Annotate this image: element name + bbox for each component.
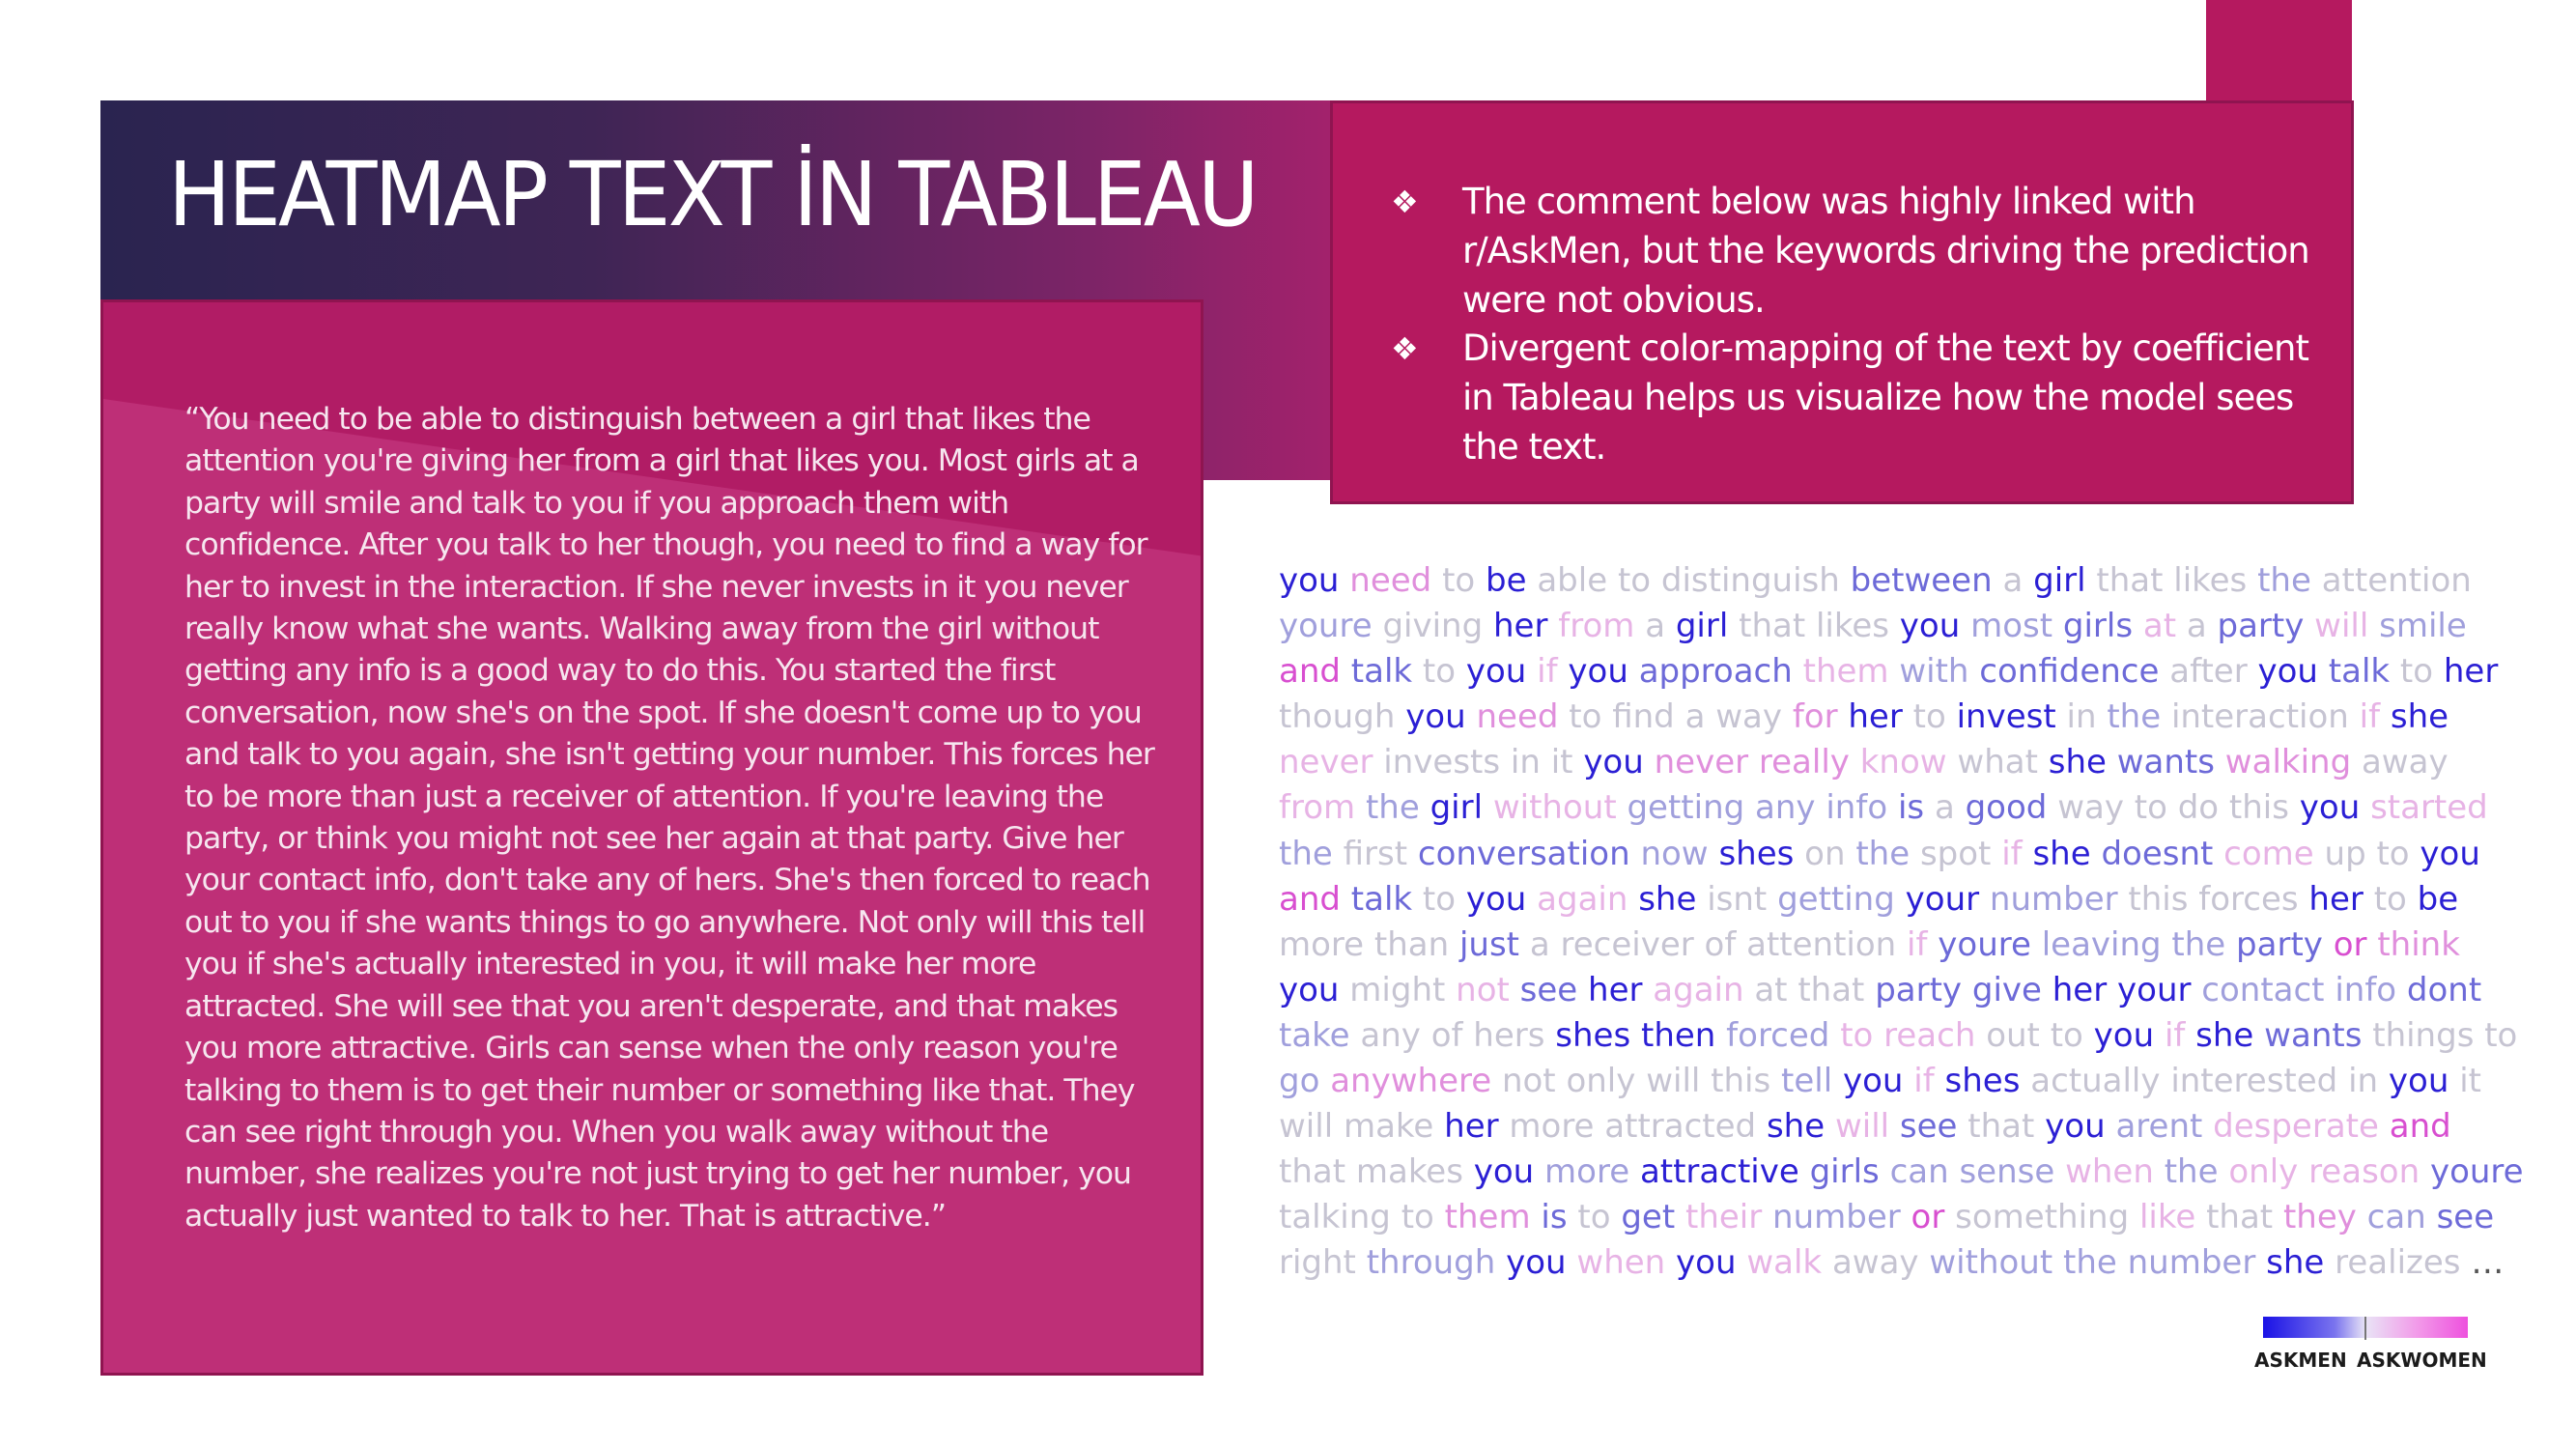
heatmap-word: number <box>1989 879 2118 919</box>
heatmap-word: a <box>2002 561 2024 600</box>
heatmap-word: that <box>2206 1198 2274 1237</box>
heatmap-word: confidence <box>1979 652 2160 692</box>
heatmap-word: at <box>1754 970 1788 1009</box>
heatmap-word: then <box>1641 1015 1716 1055</box>
heatmap-word: you <box>2388 1062 2449 1101</box>
heatmap-word: girls <box>2062 607 2134 646</box>
heatmap-word: think <box>2377 924 2460 964</box>
heatmap-word: you <box>1405 697 1466 737</box>
heatmap-word: you <box>1506 1243 1567 1283</box>
heatmap-word: the <box>2164 1152 2219 1192</box>
heatmap-word: will <box>1279 1107 1334 1147</box>
heatmap-word: you <box>2420 834 2480 873</box>
heatmap-word: without <box>1929 1243 2053 1283</box>
heatmap-word: might <box>1349 970 1446 1009</box>
heatmap-word: started <box>2370 788 2488 828</box>
heatmap-word: to <box>2134 788 2167 828</box>
heatmap-word: first <box>1343 834 1408 873</box>
heatmap-word: able <box>1537 561 1608 600</box>
heatmap-word: just <box>1458 924 1520 964</box>
heatmap-word: never <box>1654 743 1749 782</box>
heatmap-word: without <box>1492 788 1617 828</box>
heatmap-word: you <box>1568 652 1628 692</box>
heatmap-word: her <box>2052 970 2108 1009</box>
heatmap-word: when <box>1576 1243 1666 1283</box>
heatmap-word: any <box>1755 788 1816 828</box>
heatmap-word: will <box>1646 1062 1701 1101</box>
heatmap-word: her <box>1848 697 1903 737</box>
heatmap-word: attractive <box>1639 1152 1799 1192</box>
heatmap-word: know <box>1859 743 1947 782</box>
heatmap-word: is <box>1897 788 1925 828</box>
heatmap-word: be <box>1486 561 1527 600</box>
heatmap-word: through <box>1366 1243 1496 1283</box>
heatmap-word: away <box>1831 1243 1919 1283</box>
heatmap-word: she <box>2390 697 2449 737</box>
heatmap-word: to <box>1442 561 1476 600</box>
legend-midpoint-tick <box>2364 1317 2366 1340</box>
heatmap-word: she <box>2032 834 2091 873</box>
heatmap-word: this <box>2228 788 2289 828</box>
heatmap-word: to <box>1617 561 1652 600</box>
heatmap-word: talk <box>1350 652 1413 692</box>
heatmap-word: her <box>1444 1107 1499 1147</box>
heatmap-word: girl <box>1675 607 1729 646</box>
heatmap-word: more <box>1509 1107 1595 1147</box>
heatmap-word: you <box>2257 652 2318 692</box>
heatmap-word: her <box>1492 607 1548 646</box>
heatmap-word: from <box>1279 788 1356 828</box>
heatmap-word: if <box>2359 697 2381 737</box>
heatmap-word: forced <box>1726 1015 1830 1055</box>
heatmap-word: likes <box>1815 607 1889 646</box>
heatmap-word: reason <box>2308 1152 2420 1192</box>
heatmap-word: only <box>2228 1152 2299 1192</box>
heatmap-word: them <box>1802 652 1889 692</box>
legend-label-askmen: ASKMEN <box>2254 1349 2347 1372</box>
heatmap-word: reach <box>1883 1015 1976 1055</box>
heatmap-word: you <box>1899 607 1961 646</box>
heatmap-word: to <box>2373 879 2407 919</box>
heatmap-word: this <box>2128 879 2189 919</box>
heatmap-word: to <box>1840 1015 1874 1055</box>
heatmap-word: in <box>1510 743 1541 782</box>
heatmap-word: to <box>1912 697 1946 737</box>
heatmap-word: a <box>1529 924 1550 964</box>
heatmap-word: you <box>1842 1062 1904 1101</box>
heatmap-word: shes <box>1944 1062 2021 1101</box>
heatmap-word: doesnt <box>2101 834 2214 873</box>
heatmap-word: something <box>1955 1198 2130 1237</box>
heatmap-word: more <box>1544 1152 1630 1192</box>
heatmap-word: of <box>1704 924 1737 964</box>
heatmap-word: the <box>2107 697 2162 737</box>
heatmap-word: up <box>2324 834 2366 873</box>
heatmap-word: invest <box>1956 697 2056 737</box>
heatmap-word: make <box>1343 1107 1434 1147</box>
heatmap-word: they <box>2282 1198 2357 1237</box>
heatmap-word: approach <box>1638 652 1793 692</box>
heatmap-word: way <box>2057 788 2124 828</box>
heatmap-word: from <box>1558 607 1635 646</box>
heatmap-word: her <box>2308 879 2364 919</box>
heatmap-word: you <box>2093 1015 2155 1055</box>
heatmap-word: to <box>1401 1198 1434 1237</box>
heatmap-word: see <box>1899 1107 1958 1147</box>
heatmap-word: get <box>1621 1198 1676 1237</box>
heatmap-word: to <box>1569 697 1602 737</box>
heatmap-word: now <box>1640 834 1709 873</box>
diamond-cluster-icon: ❖ <box>1391 184 1419 220</box>
legend-label-askwomen: ASKWOMEN <box>2357 1349 2487 1372</box>
heatmap-word: you <box>1583 743 1644 782</box>
heatmap-word: if <box>1907 924 1928 964</box>
heatmap-word: after <box>2169 652 2248 692</box>
heatmap-word: you <box>1465 652 1527 692</box>
heatmap-word: girl <box>1430 788 1484 828</box>
heatmap-word: info <box>1826 788 1888 828</box>
heatmap-word: anywhere <box>1330 1062 1492 1101</box>
heatmap-word: things <box>2372 1015 2475 1055</box>
heatmap-word: tell <box>1781 1062 1833 1101</box>
heatmap-word: the <box>1279 834 1333 873</box>
heatmap-word: than <box>1373 924 1450 964</box>
heatmap-word: their <box>1684 1198 1763 1237</box>
heatmap-word: getting <box>1627 788 1745 828</box>
heatmap-word: or <box>2333 924 2367 964</box>
heatmap-word: of <box>1430 1015 1463 1055</box>
heatmap-word: you <box>1676 1243 1737 1283</box>
heatmap-word: that <box>2096 561 2164 600</box>
heatmap-word: wants <box>2264 1015 2363 1055</box>
heatmap-word: that <box>1279 1152 1346 1192</box>
heatmap-word: you <box>1279 970 1340 1009</box>
heatmap-word: shes <box>1718 834 1795 873</box>
heatmap-word: info <box>2335 970 2397 1009</box>
heatmap-word: walking <box>2224 743 2352 782</box>
corner-accent-tab <box>2206 0 2352 100</box>
heatmap-word: though <box>1279 697 1396 737</box>
heatmap-word: her <box>1588 970 1643 1009</box>
heatmap-word: give <box>1971 970 2042 1009</box>
heatmap-word: not <box>1501 1062 1556 1101</box>
heatmap-word: take <box>1279 1015 1350 1055</box>
heatmap-word: only <box>1566 1062 1636 1101</box>
heatmap-word: she <box>1638 879 1697 919</box>
heatmap-word: a <box>1934 788 1955 828</box>
heatmap-word: you <box>2299 788 2361 828</box>
heatmap-word: to <box>1577 1198 1611 1237</box>
heatmap-word: to <box>1422 652 1457 692</box>
page-title: HEATMAP TEXT İN TABLEAU <box>168 143 1257 246</box>
heatmap-word: youre <box>1938 924 2031 964</box>
heatmap-word: more <box>1279 924 1365 964</box>
heatmap-text <box>1279 558 2525 1287</box>
heatmap-word: a <box>1684 697 1706 737</box>
heatmap-word: on <box>1804 834 1846 873</box>
heatmap-word: forces <box>2198 879 2299 919</box>
heatmap-word: she <box>2048 743 2107 782</box>
heatmap-word: in <box>2066 697 2097 737</box>
heatmap-word: this <box>1711 1062 1771 1101</box>
heatmap-word: is <box>1541 1198 1568 1237</box>
heatmap-word: party <box>1875 970 1963 1009</box>
heatmap-word: she <box>2266 1243 2325 1283</box>
heatmap-word: wants <box>2116 743 2215 782</box>
heatmap-word: isnt <box>1707 879 1768 919</box>
heatmap-word: actually <box>2030 1062 2161 1101</box>
bullet-text: Divergent color-mapping of the text by coefficient in Tableau helps us visualize how the model sees the text. <box>1462 327 2308 468</box>
heatmap-word: a <box>1645 607 1666 646</box>
heatmap-word: if <box>1913 1062 1935 1101</box>
heatmap-word: can <box>1889 1152 1949 1192</box>
heatmap-word: attention <box>1746 924 1897 964</box>
heatmap-word: will <box>2314 607 2369 646</box>
heatmap-word: party <box>2236 924 2323 964</box>
heatmap-word: what <box>1957 743 2038 782</box>
heatmap-word: you <box>1473 1152 1535 1192</box>
heatmap-word: number <box>2127 1243 2256 1283</box>
heatmap-word: if <box>2164 1015 2186 1055</box>
heatmap-word: and <box>1279 879 1341 919</box>
heatmap-word: if <box>1537 652 1558 692</box>
heatmap-word: talk <box>2328 652 2391 692</box>
heatmap-word: in <box>2348 1062 2379 1101</box>
heatmap-word: she <box>1766 1107 1826 1147</box>
heatmap-word: need <box>1349 561 1432 600</box>
heatmap-word: number <box>1772 1198 1901 1237</box>
heatmap-word: the <box>1855 834 1911 873</box>
heatmap-word: sense <box>1959 1152 2055 1192</box>
heatmap-word: like <box>2138 1198 2196 1237</box>
heatmap-word: likes <box>2173 561 2248 600</box>
heatmap-word: need <box>1476 697 1559 737</box>
heatmap-word: or <box>1911 1198 1945 1237</box>
heatmap-word: you <box>1279 561 1340 600</box>
heatmap-word: receiver <box>1560 924 1694 964</box>
heatmap-word: smile <box>2379 607 2467 646</box>
heatmap-word: party <box>2217 607 2305 646</box>
heatmap-word: way <box>1715 697 1782 737</box>
heatmap-word: youre <box>1279 607 1373 646</box>
heatmap-word: that <box>1967 1107 2035 1147</box>
heatmap-word: to <box>2376 834 2410 873</box>
heatmap-word: and <box>2389 1107 2451 1147</box>
heatmap-word: away <box>2361 743 2449 782</box>
heatmap-word: come <box>2223 834 2314 873</box>
heatmap-word: girls <box>1809 1152 1880 1192</box>
heatmap-word: leaving <box>2041 924 2162 964</box>
heatmap-word: attention <box>2321 561 2472 600</box>
heatmap-word: between <box>1850 561 1993 600</box>
heatmap-word: interaction <box>2170 697 2349 737</box>
heatmap-word: not <box>1456 970 1510 1009</box>
heatmap-word: can <box>2366 1198 2426 1237</box>
heatmap-word: again <box>1537 879 1628 919</box>
heatmap-word: see <box>2436 1198 2495 1237</box>
heatmap-word: spot <box>1919 834 1992 873</box>
heatmap-word: arent <box>2115 1107 2203 1147</box>
heatmap-word: any <box>1360 1015 1421 1055</box>
heatmap-word: walk <box>1746 1243 1823 1283</box>
heatmap-word: youre <box>2429 1152 2524 1192</box>
heatmap-word: getting <box>1777 879 1895 919</box>
heatmap-word: it <box>2459 1062 2481 1101</box>
heatmap-word: most <box>1970 607 2053 646</box>
heatmap-ellipsis: … <box>2471 1243 2505 1283</box>
heatmap-word: conversation <box>1417 834 1630 873</box>
heatmap-word: talking <box>1279 1198 1391 1237</box>
heatmap-word: to <box>2484 1015 2518 1055</box>
heatmap-word: if <box>2001 834 2023 873</box>
heatmap-word: shes <box>1555 1015 1631 1055</box>
heatmap-word: attracted <box>1604 1107 1757 1147</box>
heatmap-word: that <box>1798 970 1865 1009</box>
heatmap-word: a <box>2186 607 2207 646</box>
heatmap-word: the <box>2063 1243 2117 1283</box>
heatmap-word: at <box>2142 607 2177 646</box>
bullet-item <box>1391 324 2347 471</box>
heatmap-word: desperate <box>2213 1107 2379 1147</box>
diamond-cluster-icon: ❖ <box>1391 330 1419 367</box>
heatmap-word: talk <box>1350 879 1413 919</box>
heatmap-word: be <box>2417 879 2459 919</box>
heatmap-word: good <box>1965 788 2048 828</box>
heatmap-word: makes <box>1355 1152 1463 1192</box>
heatmap-word: see <box>1519 970 1578 1009</box>
info-box <box>1330 100 2354 504</box>
heatmap-word: to <box>2399 652 2434 692</box>
bullet-item <box>1391 177 2347 325</box>
heatmap-word: you <box>2045 1107 2106 1147</box>
heatmap-word: giving <box>1382 607 1484 646</box>
heatmap-word: your <box>2117 970 2192 1009</box>
heatmap-word: right <box>1279 1243 1356 1283</box>
heatmap-word: the <box>1365 788 1420 828</box>
heatmap-word: hers <box>1473 1015 1545 1055</box>
heatmap-word: again <box>1653 970 1744 1009</box>
heatmap-word: your <box>1905 879 1980 919</box>
heatmap-word: go <box>1279 1062 1320 1101</box>
heatmap-word: really <box>1758 743 1850 782</box>
heatmap-word: to <box>1422 879 1457 919</box>
heatmap-word: contact <box>2201 970 2325 1009</box>
heatmap-word: the <box>2257 561 2311 600</box>
heatmap-word: girl <box>2033 561 2086 600</box>
heatmap-word: she <box>2195 1015 2254 1055</box>
heatmap-word: do <box>2177 788 2220 828</box>
heatmap-word: will <box>1834 1107 1890 1147</box>
heatmap-word: her <box>2443 652 2499 692</box>
heatmap-word: the <box>2171 924 2226 964</box>
heatmap-word: to <box>2050 1015 2083 1055</box>
heatmap-word: them <box>1444 1198 1531 1237</box>
heatmap-word: with <box>1899 652 1969 692</box>
bullet-text: The comment below was highly linked with r/AskMen, but the keywords driving the prediction were not obvious. <box>1462 181 2309 321</box>
heatmap-word: dont <box>2406 970 2482 1009</box>
heatmap-word: it <box>1550 743 1573 782</box>
heatmap-word: invests <box>1383 743 1501 782</box>
heatmap-word: that <box>1739 607 1806 646</box>
quote-text: “You need to be able to distinguish between a girl that likes the attention you're giving her from a girl that likes you. Most girls at a party will smile and talk to you if you approach them with confidence. After you talk to her though, you need to find a way for her to invest in the interaction. If she never invests in it you never really know what she wants. Walking away from the girl without getting any info is a good way to do this. You started the first conversation, now she's on the spot. If she doesn't come up to you and talk to you again, she isn't getting your number. This forces her to be more than just a receiver of attention. If you're leaving the party, or think you might not see her again at that party. Give her your contact info, don't take any of hers. She's then forced to reach out to you if she wants things to go anywhere. Not only will this tell you if she's actually interested in you, it will make her more attracted. She will see that you aren't desperate, and that makes you more attractive. Girls can sense when the only reason you're talking to them is to get their number or something like that. They can see right through you. When you walk away without the number, she realizes you're not just trying to get her number, you actually just wanted to talk to her. That is attractive.” <box>184 402 1154 1234</box>
heatmap-word: and <box>1279 652 1341 692</box>
heatmap-word: interested <box>2170 1062 2338 1101</box>
heatmap-word: never <box>1279 743 1373 782</box>
quote-panel <box>100 299 1203 1376</box>
heatmap-word: out <box>1986 1015 2040 1055</box>
heatmap-word: find <box>1612 697 1675 737</box>
heatmap-word: when <box>2065 1152 2154 1192</box>
heatmap-word: distinguish <box>1660 561 1840 600</box>
heatmap-word: for <box>1792 697 1838 737</box>
heatmap-word: realizes <box>2335 1243 2461 1283</box>
heatmap-word: you <box>1465 879 1527 919</box>
